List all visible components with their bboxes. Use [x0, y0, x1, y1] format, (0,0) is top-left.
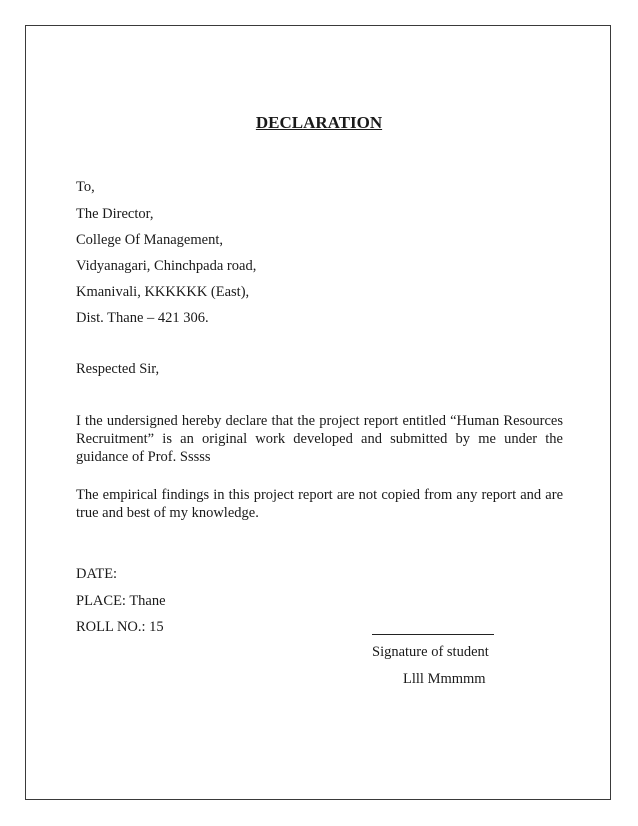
signature-line	[372, 634, 494, 635]
declaration-paragraph-1: I the undersigned hereby declare that the project report entitled “Human Resources Recruitment” is an original work developed and submitted by me under the guidance of Prof. Sssss	[76, 413, 563, 465]
signature-caption: Signature of student	[372, 644, 489, 660]
address-locality: Kmanivali, KKKKKK (East),	[76, 284, 250, 300]
address-recipient: The Director,	[76, 206, 154, 222]
declaration-title: DECLARATION	[255, 113, 383, 132]
student-name: Llll Mmmmm	[403, 671, 486, 687]
address-street: Vidyanagari, Chinchpada road,	[76, 258, 257, 274]
declaration-paragraph-2: The empirical findings in this project report are not copied from any report and are true and best of my knowledge.	[76, 487, 563, 521]
address-to: To,	[76, 179, 95, 195]
place-field: PLACE: Thane	[76, 593, 166, 609]
address-district: Dist. Thane – 421 306.	[76, 310, 209, 326]
roll-number-field: ROLL NO.: 15	[76, 619, 164, 635]
address-institution: College Of Management,	[76, 232, 223, 248]
greeting: Respected Sir,	[76, 361, 160, 377]
date-field: DATE:	[76, 566, 118, 582]
